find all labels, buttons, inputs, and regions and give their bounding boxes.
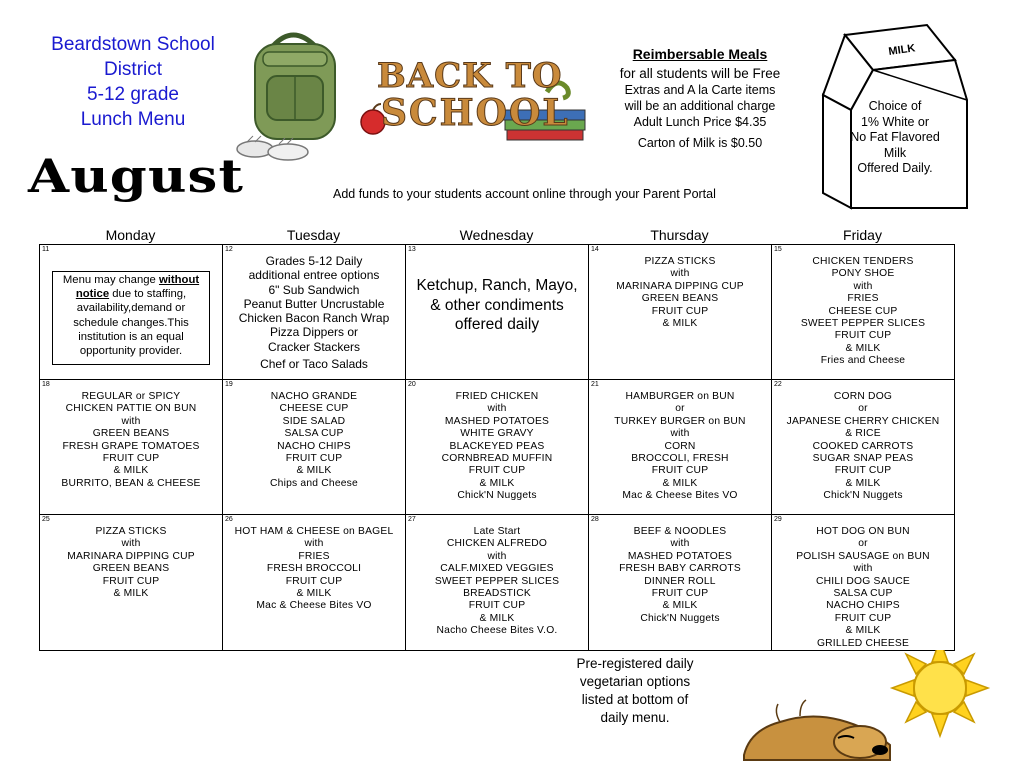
- menu-item: FRUIT CUP: [468, 465, 526, 477]
- menu-item: CORNBREAD MUFFIN: [441, 453, 553, 465]
- backpack-illustration: [233, 24, 358, 164]
- calendar-day-cell: [40, 245, 223, 380]
- month-title: [28, 150, 288, 212]
- menu-item: or: [858, 538, 868, 550]
- menu-item: FRUIT CUP: [285, 575, 343, 587]
- day-number: 14: [591, 246, 599, 253]
- milk-line: Offered Daily.: [857, 161, 933, 175]
- menu-item: FRUIT CUP: [468, 600, 526, 612]
- menu-item: SWEET PEPPER SLICES: [434, 575, 560, 587]
- menu-item: Cracker Stackers: [267, 339, 361, 354]
- menu-item: & MILK: [296, 465, 332, 477]
- district-line: 5-12 grade: [87, 84, 179, 105]
- menu-item: 6" Sub Sandwich: [268, 282, 360, 297]
- menu-item: BREADSTICK: [463, 588, 531, 600]
- menu-item: or: [858, 403, 868, 415]
- menu-item: CHEESE CUP: [279, 403, 349, 415]
- menu-item: Chips and Cheese: [270, 477, 358, 489]
- day-number: 11: [42, 246, 50, 253]
- calendar-day-cell: [406, 380, 589, 515]
- menu-item: SWEET PEPPER SLICES: [800, 318, 926, 330]
- menu-item: Chick'N Nuggets: [823, 490, 903, 502]
- menu-item: BURRITO, BEAN & CHEESE: [61, 477, 201, 489]
- day-number: 26: [225, 516, 233, 523]
- sun-dog-illustration: [740, 650, 1000, 765]
- menu-item: CHILI DOG SAUCE: [816, 575, 910, 587]
- day-number: 25: [42, 516, 50, 523]
- menu-item: DINNER ROLL: [644, 575, 716, 587]
- menu-item: Mac & Cheese Bites VO: [622, 490, 738, 502]
- menu-item: COOKED CARROTS: [812, 440, 914, 452]
- menu-item: & MILK: [845, 477, 881, 489]
- reimbursable-info: [600, 46, 800, 152]
- menu-item: with: [121, 538, 141, 550]
- day-number: 22: [774, 381, 782, 388]
- menu-item: FRUIT CUP: [651, 465, 709, 477]
- school-text: SCHOOL: [381, 92, 570, 134]
- menu-item: NACHO CHIPS: [277, 440, 351, 452]
- day-header-monday: Monday: [105, 227, 156, 243]
- menu-item: REGULAR or SPICY: [81, 391, 181, 402]
- menu-item: FRIES: [847, 293, 879, 305]
- menu-item: FRUIT CUP: [651, 588, 709, 600]
- calendar-day-cell: [772, 515, 955, 651]
- day-number: 15: [774, 246, 782, 253]
- calendar-day-cell: [223, 380, 406, 515]
- district-line: Beardstown School: [51, 34, 215, 55]
- menu-item: MARINARA DIPPING CUP: [67, 550, 195, 562]
- calendar-day-cell: [223, 515, 406, 651]
- menu-item: HOT DOG ON BUN: [816, 526, 910, 537]
- day-number: 12: [225, 246, 233, 253]
- menu-item: GRILLED CHEESE: [816, 637, 910, 649]
- menu-item: GREEN BEANS: [92, 428, 170, 440]
- notice-emphasis: without notice: [75, 274, 200, 301]
- menu-item: FRUIT CUP: [102, 575, 160, 587]
- menu-items: [589, 380, 771, 503]
- menu-item: GREEN BEANS: [641, 293, 719, 305]
- menu-item: FRUIT CUP: [285, 453, 343, 465]
- menu-item: Mac & Cheese Bites VO: [256, 600, 372, 612]
- menu-item: TURKEY BURGER on BUN: [614, 415, 746, 427]
- calendar-day-cell: [589, 380, 772, 515]
- menu-item: Peanut Butter Uncrustable: [243, 296, 385, 311]
- menu-item: FRESH BROCCOLI: [266, 563, 362, 575]
- district-line: District: [103, 59, 163, 80]
- menu-item: BEEF & NOODLES: [633, 526, 727, 537]
- menu-item: Chick'N Nuggets: [640, 612, 720, 624]
- reimbursable-title: Reimbersable Meals: [632, 46, 768, 62]
- condiments-line: & other condiments: [430, 296, 564, 314]
- calendar-day-cell: [40, 380, 223, 515]
- milk-options: [836, 99, 954, 177]
- day-number: 28: [591, 516, 599, 523]
- menu-item: MASHED POTATOES: [627, 550, 733, 562]
- district-line: Lunch Menu: [80, 109, 186, 130]
- day-number: 19: [225, 381, 233, 388]
- day-number: 29: [774, 516, 782, 523]
- milk-price: Carton of Milk is $0.50: [637, 136, 763, 150]
- menu-items: [223, 380, 405, 490]
- menu-item: Chicken Bacon Ranch Wrap: [238, 311, 390, 326]
- menu-item: SUGAR SNAP PEAS: [812, 453, 914, 465]
- menu-item: SALSA CUP: [284, 428, 344, 440]
- menu-item: & MILK: [662, 318, 698, 330]
- notice-text: due to staffing, availability,demand or schedule changes.This institution is an equal opportunity provider.: [73, 288, 189, 358]
- menu-item: & MILK: [113, 588, 149, 600]
- funds-note: Add funds to your students account online through your Parent Portal: [333, 187, 716, 201]
- milk-line: No Fat Flavored: [850, 130, 940, 144]
- menu-item: with: [670, 428, 690, 440]
- calendar-day-cell: [406, 515, 589, 651]
- menu-item: FRUIT CUP: [834, 612, 892, 624]
- day-header-tuesday: Tuesday: [286, 227, 341, 243]
- menu-item: with: [670, 268, 690, 280]
- menu-items: [406, 515, 588, 638]
- district-heading: [28, 32, 238, 132]
- milk-line: Milk: [883, 145, 907, 160]
- menu-item: with: [670, 538, 690, 550]
- menu-item: MARINARA DIPPING CUP: [616, 280, 744, 292]
- menu-item: Fries and Cheese: [820, 355, 906, 367]
- menu-item: HOT HAM & CHEESE on BAGEL: [234, 526, 394, 537]
- menu-item: with: [121, 415, 141, 427]
- menu-item: FRUIT CUP: [102, 453, 160, 465]
- prereg-line: vegetarian options: [579, 674, 691, 689]
- calendar-day-cell: [223, 245, 406, 380]
- menu-item: with: [487, 550, 507, 562]
- menu-item: SIDE SALAD: [282, 415, 346, 427]
- menu-item: & MILK: [845, 342, 881, 354]
- menu-items: [589, 515, 771, 625]
- menu-item: & MILK: [662, 477, 698, 489]
- menu-item: FRUIT CUP: [651, 305, 709, 317]
- menu-items: [40, 515, 222, 600]
- adult-price: Adult Lunch Price $4.35: [633, 115, 767, 129]
- calendar-day-cell: [406, 245, 589, 380]
- menu-item: NACHO CHIPS: [826, 600, 900, 612]
- menu-item: PIZZA STICKS: [95, 526, 167, 537]
- calendar-day-cell: [772, 245, 955, 380]
- day-number: 13: [408, 246, 416, 253]
- reimbursable-free: for all students will be Free: [619, 66, 781, 81]
- reimbursable-extras: Extras and A la Carte items: [624, 83, 776, 97]
- menu-item: or: [675, 403, 685, 415]
- prereg-line: daily menu.: [600, 710, 670, 725]
- menu-item: Chick'N Nuggets: [457, 490, 537, 502]
- menu-item: Grades 5-12 Daily: [265, 254, 363, 268]
- calendar-week-row: [40, 515, 955, 651]
- prereg-line: Pre-registered daily: [576, 656, 694, 671]
- menu-item: & MILK: [113, 465, 149, 477]
- milk-line: Choice of: [868, 99, 922, 113]
- menu-items: [772, 515, 954, 650]
- back-to-school-art: [355, 50, 595, 150]
- day-number: 21: [591, 381, 599, 388]
- day-header-wednesday: Wednesday: [459, 227, 534, 243]
- menu-item: CHICKEN TENDERS: [812, 256, 914, 267]
- menu-item: CHICKEN PATTIE ON BUN: [65, 403, 197, 415]
- menu-item: with: [487, 403, 507, 415]
- menu-item: & MILK: [296, 588, 332, 600]
- milk-carton-label: MILK: [887, 42, 917, 58]
- menu-item: NACHO GRANDE: [270, 391, 358, 402]
- menu-change-notice: [52, 271, 210, 365]
- menu-item: FRESH GRAPE TOMATOES: [62, 440, 200, 452]
- calendar-day-cell: [772, 380, 955, 515]
- menu-item: & MILK: [479, 477, 515, 489]
- menu-items: [406, 380, 588, 503]
- menu-item: FRUIT CUP: [834, 465, 892, 477]
- menu-calendar: [39, 244, 955, 651]
- menu-item: MASHED POTATOES: [444, 415, 550, 427]
- day-header-friday: Friday: [843, 227, 882, 243]
- menu-item: FRESH BABY CARROTS: [619, 563, 741, 575]
- menu-item: CHEESE CUP: [828, 305, 898, 317]
- menu-item: GREEN BEANS: [92, 563, 170, 575]
- menu-items: [589, 245, 771, 330]
- menu-item: with: [304, 538, 324, 550]
- calendar-week-row: [40, 380, 955, 515]
- menu-item: WHITE GRAVY: [460, 428, 534, 440]
- calendar-day-cell: [40, 515, 223, 651]
- menu-item: CALF.MIXED VEGGIES: [440, 563, 554, 575]
- day-number: 27: [408, 516, 416, 523]
- menu-items: [223, 515, 405, 613]
- menu-item: & RICE: [845, 428, 881, 440]
- menu-item: SALSA CUP: [833, 588, 893, 600]
- menu-item: PIZZA STICKS: [644, 256, 716, 267]
- menu-item: CORN: [664, 440, 696, 452]
- calendar-day-cell: [589, 515, 772, 651]
- menu-item: HAMBURGER on BUN: [625, 391, 735, 402]
- menu-item: with: [853, 563, 873, 575]
- condiments-line: offered daily: [454, 316, 540, 333]
- menu-item: POLISH SAUSAGE on BUN: [796, 550, 930, 562]
- menu-items: [40, 380, 222, 490]
- menu-item: FRIES: [298, 550, 330, 562]
- prereg-line: listed at bottom of: [581, 692, 689, 707]
- milk-line: 1% White or: [860, 114, 930, 129]
- calendar-week-row: [40, 245, 955, 380]
- menu-item: & MILK: [479, 612, 515, 624]
- menu-item: CHICKEN ALFREDO: [446, 538, 548, 550]
- menu-item: Chef or Taco Salads: [260, 357, 368, 372]
- menu-item: Pizza Dippers or: [269, 325, 359, 340]
- menu-item: BLACKEYED PEAS: [449, 440, 545, 452]
- month-label: August: [28, 149, 245, 203]
- menu-item: FRIED CHICKEN: [455, 391, 539, 402]
- back-to-text: BACK TO: [377, 56, 563, 96]
- notice-text: Menu may change: [62, 274, 159, 286]
- daily-options-list: [223, 245, 405, 371]
- menu-item: with: [853, 280, 873, 292]
- condiments-line: Ketchup, Ranch, Mayo,: [416, 277, 578, 294]
- menu-item: CORN DOG: [833, 391, 893, 402]
- reimbursable-extras: will be an additional charge: [624, 99, 776, 113]
- menu-item: & MILK: [662, 600, 698, 612]
- menu-item: FRUIT CUP: [834, 330, 892, 342]
- calendar-day-cell: [589, 245, 772, 380]
- menu-items: [772, 380, 954, 503]
- day-number: 20: [408, 381, 416, 388]
- menu-item: BROCCOLI, FRESH: [631, 453, 729, 465]
- day-header-thursday: Thursday: [650, 227, 709, 243]
- menu-item: Late Start: [473, 526, 521, 537]
- day-number: 18: [42, 381, 50, 388]
- prereg-note: [560, 655, 710, 727]
- menu-item: PONY SHOE: [831, 268, 895, 280]
- menu-item: additional entree options: [248, 268, 380, 283]
- menu-items: [772, 245, 954, 368]
- condiments-note: [406, 245, 588, 335]
- menu-item: & MILK: [845, 625, 881, 637]
- menu-item: Nacho Cheese Bites V.O.: [436, 625, 558, 637]
- menu-item: JAPANESE CHERRY CHICKEN: [786, 415, 940, 427]
